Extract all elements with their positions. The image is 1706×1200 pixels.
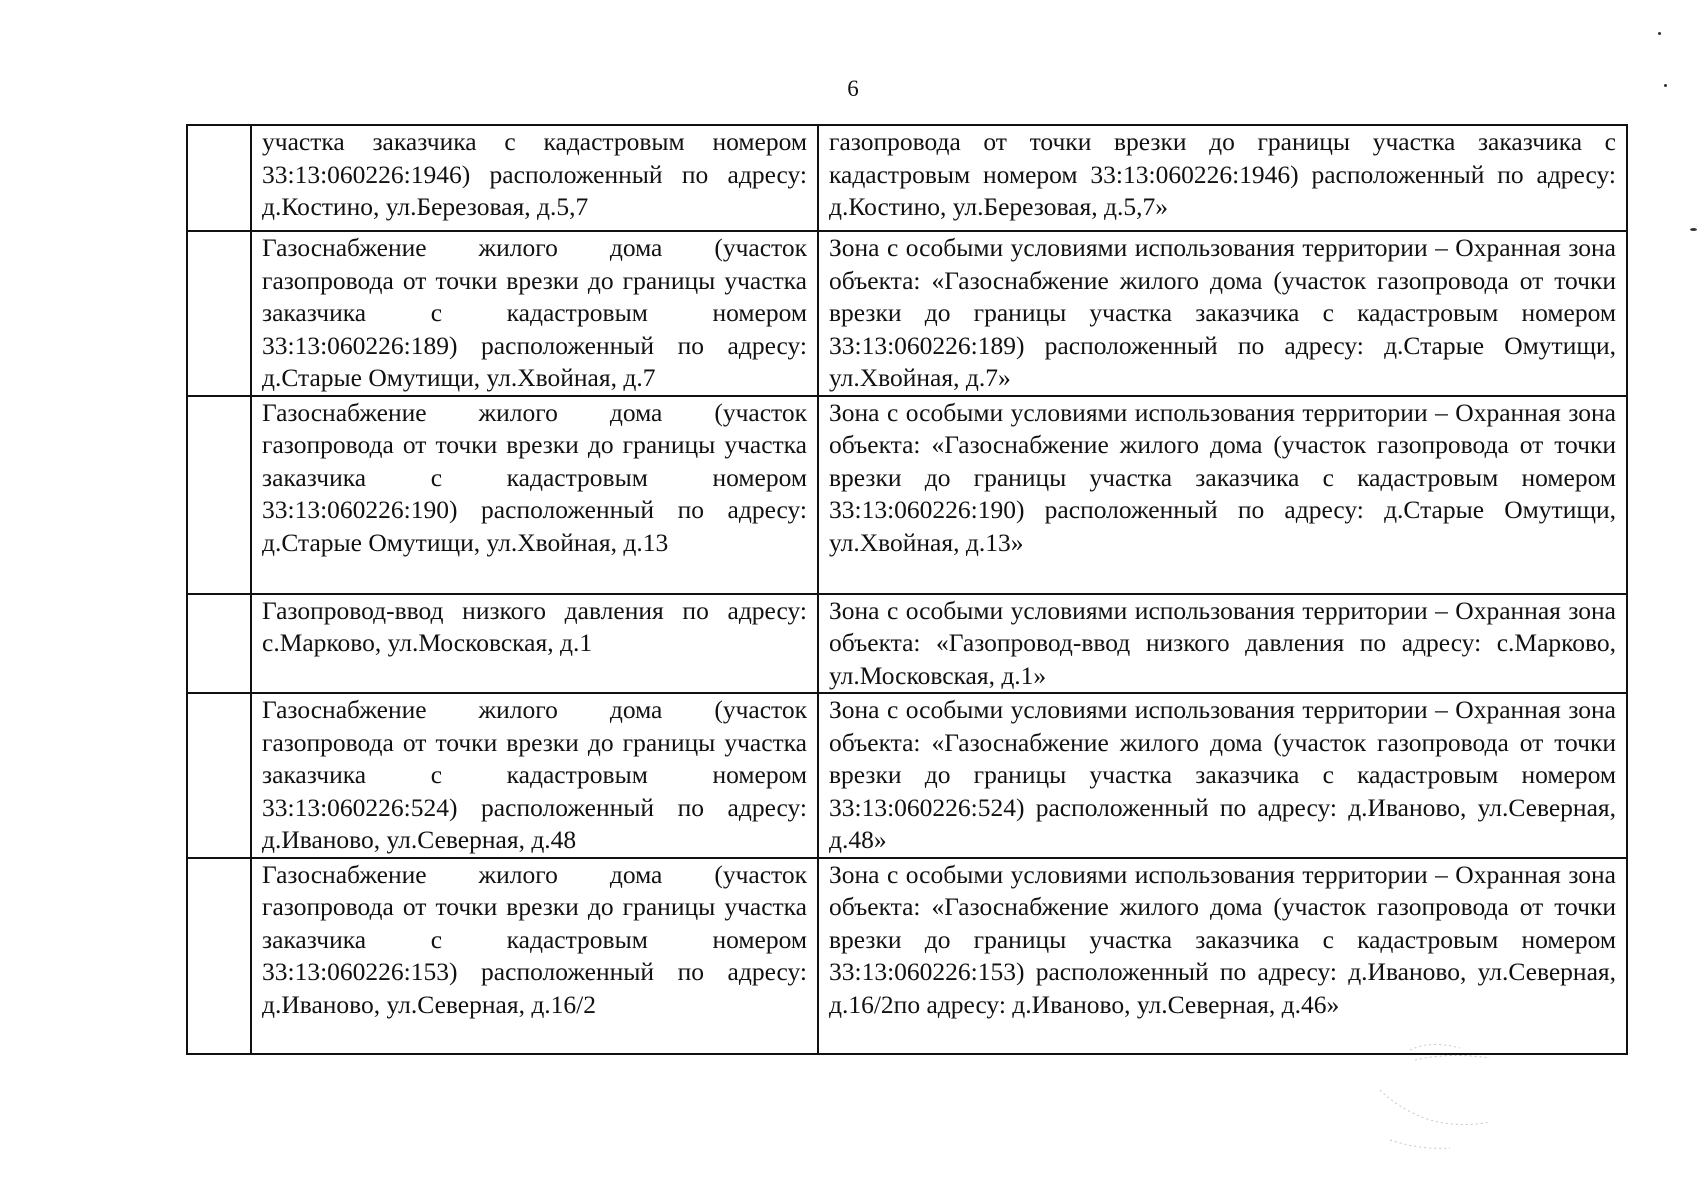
row-number-cell <box>187 125 251 231</box>
row-number-cell <box>187 693 251 858</box>
zone-description-cell: газопровода от точки врезки до границы участка заказчика с кадастровым номером 33:13:060226:1946) расположенный по адресу: д.Костино, ул.Березовая, д.5,7» <box>818 125 1627 231</box>
zone-description-cell: Зона с особыми условиями использования территории – Охранная зона объекта: «Газопровод-ввод низкого давления по адресу: с.Марково, ул.Московская, д.1» <box>818 594 1627 694</box>
row-number-cell <box>187 231 251 396</box>
zones-table <box>186 124 1628 1055</box>
object-name-cell: Газоснабжение жилого дома (участок газопровода от точки врезки до границы участка заказчика с кадастровым номером 33:13:060226:190) расположенный по адресу: д.Старые Омутищи, ул.Хвойная, д.13 <box>251 396 818 594</box>
object-name-cell: Газоснабжение жилого дома (участок газопровода от точки врезки до границы участка заказчика с кадастровым номером 33:13:060226:153) расположенный по адресу: д.Иваново, ул.Северная, д.16/2 <box>251 858 818 1054</box>
row-number-cell <box>187 858 251 1054</box>
zone-description-cell: Зона с особыми условиями использования территории – Охранная зона объекта: «Газоснабжение жилого дома (участок газопровода от точки врезки до границы участка заказчика с кадастровым номером 33:13:060226:189) расположенный по адресу: д.Старые Омутищи, ул.Хвойная, д.7» <box>818 231 1627 396</box>
zone-description-cell: Зона с особыми условиями использования территории – Охранная зона объекта: «Газоснабжение жилого дома (участок газопровода от точки врезки до границы участка заказчика с кадастровым номером 33:13:060226:190) расположенный по адресу: д.Старые Омутищи, ул.Хвойная, д.13» <box>818 396 1627 594</box>
row-number-cell <box>187 396 251 594</box>
page-number: 6 <box>847 76 859 101</box>
row-number-cell <box>187 594 251 694</box>
table-row <box>187 396 1627 594</box>
object-name-cell: участка заказчика с кадастровым номером 33:13:060226:1946) расположенный по адресу: д.Костино, ул.Березовая, д.5,7 <box>251 125 818 231</box>
table-row <box>187 231 1627 396</box>
object-name-cell: Газоснабжение жилого дома (участок газопровода от точки врезки до границы участка заказчика с кадастровым номером 33:13:060226:524) расположенный по адресу: д.Иваново, ул.Северная, д.48 <box>251 693 818 858</box>
scan-speck <box>1690 228 1697 231</box>
zone-description-cell: Зона с особыми условиями использования территории – Охранная зона объекта: «Газоснабжение жилого дома (участок газопровода от точки врезки до границы участка заказчика с кадастровым номером 33:13:060226:153) расположенный по адресу: д.Иваново, ул.Северная, д.16/2по адресу: д.Иваново, ул.Северная, д.46» <box>818 858 1627 1054</box>
table-row <box>187 125 1627 231</box>
zone-description-cell: Зона с особыми условиями использования территории – Охранная зона объекта: «Газоснабжение жилого дома (участок газопровода от точки врезки до границы участка заказчика с кадастровым номером 33:13:060226:524) расположенный по адресу: д.Иваново, ул.Северная, д.48» <box>818 693 1627 858</box>
faint-stamp-mark <box>1370 1030 1570 1160</box>
object-name-cell: Газоснабжение жилого дома (участок газопровода от точки врезки до границы участка заказчика с кадастровым номером 33:13:060226:189) расположенный по адресу: д.Старые Омутищи, ул.Хвойная, д.7 <box>251 231 818 396</box>
table-row <box>187 693 1627 858</box>
scan-speck <box>1658 32 1661 35</box>
table-row <box>187 594 1627 694</box>
scan-speck <box>1664 84 1667 87</box>
table-row <box>187 858 1627 1054</box>
object-name-cell: Газопровод-ввод низкого давления по адресу: с.Марково, ул.Московская, д.1 <box>251 594 818 694</box>
